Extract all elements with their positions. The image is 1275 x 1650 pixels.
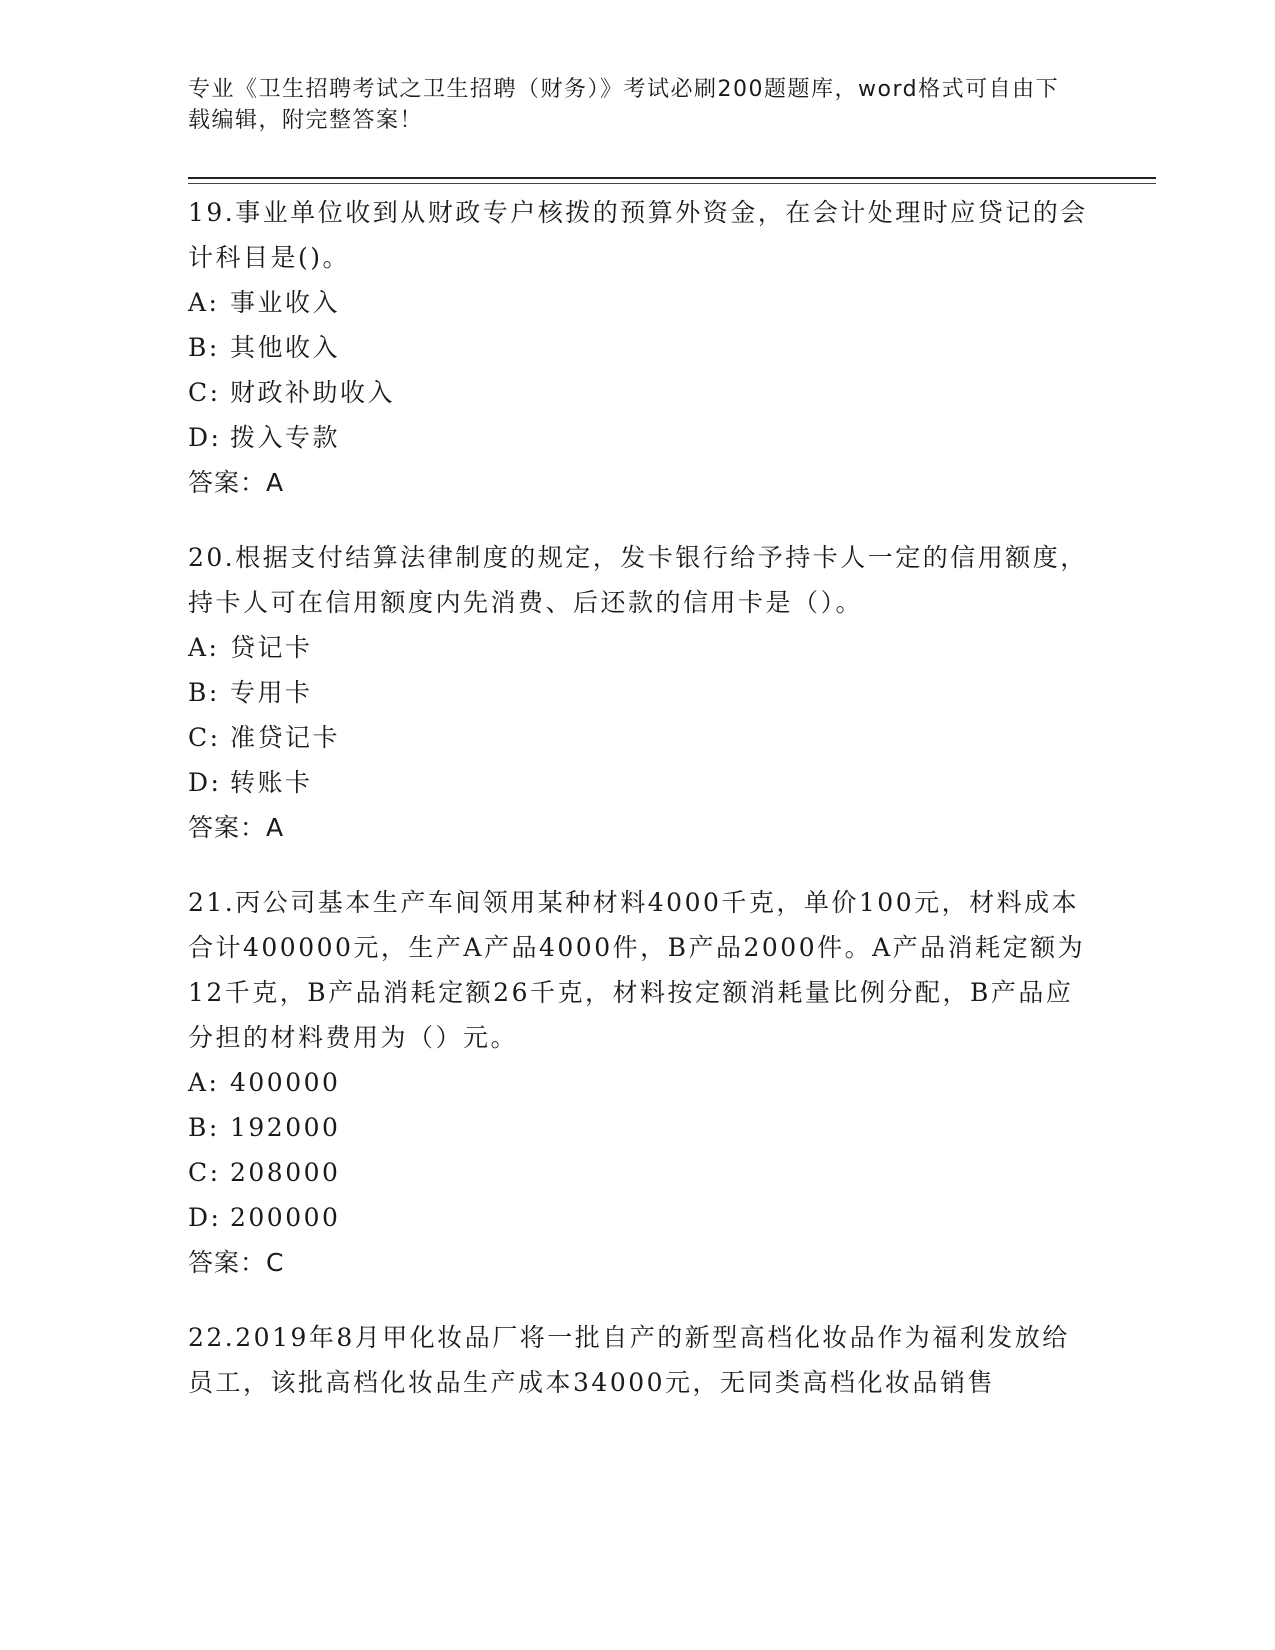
question-20 bbox=[188, 535, 1088, 850]
option-letter: B: bbox=[188, 678, 220, 707]
answer-line: 答案：C bbox=[188, 1248, 285, 1277]
option-text: 事业收入 bbox=[230, 288, 341, 317]
option-d bbox=[188, 1195, 1088, 1240]
option-text: 208000 bbox=[230, 1158, 341, 1187]
header-divider-thick bbox=[188, 177, 1156, 179]
option-a bbox=[188, 1060, 1088, 1105]
option-letter: D: bbox=[188, 768, 222, 797]
question-22 bbox=[188, 1315, 1088, 1405]
header-divider-thin bbox=[188, 183, 1156, 184]
option-b bbox=[188, 670, 1088, 715]
option-text: 专用卡 bbox=[230, 678, 313, 707]
question-list bbox=[188, 190, 1088, 1435]
option-text: 拨入专款 bbox=[230, 423, 341, 452]
option-text: 贷记卡 bbox=[230, 633, 313, 662]
option-text: 其他收入 bbox=[230, 333, 341, 362]
question-stem: 21.丙公司基本生产车间领用某种材料4000千克，单价100元，材料成本合计400000元，生产A产品4000件，B产品2000件。A产品消耗定额为12千克，B产品消耗定额26千克，材料按定额消耗量比例分配，B产品应分担的材料费用为（）元。 bbox=[188, 888, 1086, 1052]
option-d bbox=[188, 415, 1088, 460]
option-c bbox=[188, 370, 1088, 415]
option-letter: A: bbox=[188, 633, 220, 662]
option-c bbox=[188, 715, 1088, 760]
question-stem: 19.事业单位收到从财政专户核拨的预算外资金，在会计处理时应贷记的会计科目是()。 bbox=[188, 198, 1088, 272]
page-header: 专业《卫生招聘考试之卫生招聘（财务）》考试必刷200题题库，word格式可自由下载编辑，附完整答案！ bbox=[188, 77, 1060, 133]
option-letter: A: bbox=[188, 1068, 220, 1097]
option-letter: C: bbox=[188, 723, 221, 752]
answer-line: 答案：A bbox=[188, 813, 285, 842]
option-text: 192000 bbox=[230, 1113, 341, 1142]
question-stem: 22.2019年8月甲化妆品厂将一批自产的新型高档化妆品作为福利发放给员工，该批高档化妆品生产成本34000元，无同类高档化妆品销售 bbox=[188, 1323, 1070, 1397]
option-d bbox=[188, 760, 1088, 805]
question-19 bbox=[188, 190, 1088, 505]
option-text: 400000 bbox=[230, 1068, 341, 1097]
option-letter: C: bbox=[188, 378, 221, 407]
option-b bbox=[188, 325, 1088, 370]
option-text: 200000 bbox=[230, 1203, 341, 1232]
option-letter: D: bbox=[188, 423, 222, 452]
option-b bbox=[188, 1105, 1088, 1150]
option-letter: B: bbox=[188, 333, 220, 362]
option-c bbox=[188, 1150, 1088, 1195]
option-letter: D: bbox=[188, 1203, 222, 1232]
option-text: 准贷记卡 bbox=[230, 723, 341, 752]
option-text: 财政补助收入 bbox=[230, 378, 396, 407]
option-letter: B: bbox=[188, 1113, 220, 1142]
question-21 bbox=[188, 880, 1088, 1285]
option-letter: A: bbox=[188, 288, 220, 317]
option-text: 转账卡 bbox=[230, 768, 313, 797]
option-a bbox=[188, 625, 1088, 670]
option-letter: C: bbox=[188, 1158, 221, 1187]
option-a bbox=[188, 280, 1088, 325]
answer-line: 答案：A bbox=[188, 468, 285, 497]
question-stem: 20.根据支付结算法律制度的规定，发卡银行给予持卡人一定的信用额度，持卡人可在信用额度内先消费、后还款的信用卡是（）。 bbox=[188, 543, 1088, 617]
